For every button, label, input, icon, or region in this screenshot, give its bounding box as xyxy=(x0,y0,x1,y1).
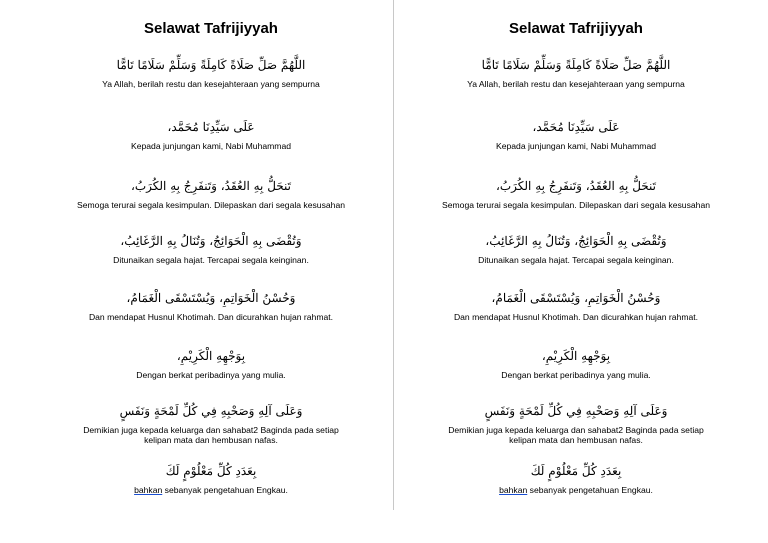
spellcheck-word[interactable]: bahkan xyxy=(499,485,528,495)
translation-rest: sebanyak pengetahuan Engkau. xyxy=(162,485,288,495)
translation-text: Ya Allah, berilah restu dan kesejahteraan yang sempurna xyxy=(102,79,320,89)
arabic-text: عَلَى سَيِّدِنَا مُحَمَّد، xyxy=(167,120,255,134)
arabic-text: بِعَدَدِ كُلِّ مَعْلُوْمٍ لَكَ xyxy=(530,464,622,478)
translation-text xyxy=(30,485,392,495)
translation-text: Ditunaikan segala hajat. Tercapai segala keinginan. xyxy=(113,255,309,265)
verse-2 xyxy=(395,114,757,151)
translation-text: Demikian juga kepada keluarga dan sahabat2 Baginda pada setiap xyxy=(83,425,339,435)
verse-5 xyxy=(30,285,392,322)
translation-rest: sebanyak pengetahuan Engkau. xyxy=(527,485,653,495)
verse-4 xyxy=(395,228,757,265)
verse-2 xyxy=(30,114,392,151)
verse-3 xyxy=(395,173,757,210)
verse-5 xyxy=(395,285,757,322)
document-page-right[interactable] xyxy=(395,0,757,520)
verse-7 xyxy=(395,398,757,445)
translation-text-line2: kelipan mata dan hembusan nafas. xyxy=(144,435,278,445)
verse-6 xyxy=(30,343,392,380)
translation-text: Ditunaikan segala hajat. Tercapai segala keinginan. xyxy=(478,255,674,265)
translation-text: Semoga terurai segala kesimpulan. Dilepaskan dari segala kesusahan xyxy=(77,200,345,210)
arabic-text: بِعَدَدِ كُلِّ مَعْلُوْمٍ لَكَ xyxy=(165,464,257,478)
translation-text: Ya Allah, berilah restu dan kesejahteraan yang sempurna xyxy=(467,79,685,89)
arabic-text: وَحُسْنُ الْخَوَاتِمِ، وَيُسْتَسْقَى الْغَمَامُ، xyxy=(126,291,296,305)
arabic-text: بِوَجْهِهِ الْكَرِيْمِ، xyxy=(541,349,611,363)
arabic-text: بِوَجْهِهِ الْكَرِيْمِ، xyxy=(176,349,246,363)
verse-1 xyxy=(395,52,757,89)
arabic-text: تَنحَلُّ بِهِ العُقَدُ، وَتَنفَرِجُ بِهِ الكُرَبُ، xyxy=(495,179,657,193)
verse-4 xyxy=(30,228,392,265)
document-page-left[interactable] xyxy=(30,0,392,520)
arabic-text: وَعَلَى آلِهِ وَصَحْبِهِ فِي كُلِّ لَمْحَةٍ وَنَفَسٍ xyxy=(484,404,668,418)
arabic-text: اللَّهُمَّ صَلِّ صَلَاةً كَامِلَةً وَسَلِّمْ سَلَامًا تَامًّا xyxy=(481,58,671,72)
translation-text: Demikian juga kepada keluarga dan sahabat2 Baginda pada setiap xyxy=(448,425,704,435)
spellcheck-word[interactable]: bahkan xyxy=(134,485,163,495)
page-title: Selawat Tafrijiyyah xyxy=(509,20,643,37)
verse-8 xyxy=(30,458,392,495)
translation-text-line2: kelipan mata dan hembusan nafas. xyxy=(509,435,643,445)
translation-text: Semoga terurai segala kesimpulan. Dilepaskan dari segala kesusahan xyxy=(442,200,710,210)
arabic-text: اللَّهُمَّ صَلِّ صَلَاةً كَامِلَةً وَسَلِّمْ سَلَامًا تَامًّا xyxy=(116,58,306,72)
arabic-text: تَنحَلُّ بِهِ العُقَدُ، وَتَنفَرِجُ بِهِ الكُرَبُ، xyxy=(130,179,292,193)
arabic-text: عَلَى سَيِّدِنَا مُحَمَّد، xyxy=(532,120,620,134)
page-title: Selawat Tafrijiyyah xyxy=(144,20,278,37)
translation-text: Dengan berkat peribadinya yang mulia. xyxy=(136,370,286,380)
translation-text: Dengan berkat peribadinya yang mulia. xyxy=(501,370,651,380)
verse-6 xyxy=(395,343,757,380)
page-edge-right xyxy=(393,0,394,510)
arabic-text: وَتُقْضَى بِهِ الْحَوَائِجُ، وَتُنَالُ بِهِ الرَّغَائِبُ، xyxy=(120,234,302,248)
arabic-text: وَتُقْضَى بِهِ الْحَوَائِجُ، وَتُنَالُ بِهِ الرَّغَائِبُ، xyxy=(485,234,667,248)
translation-text: Dan mendapat Husnul Khotimah. Dan dicurahkan hujan rahmat. xyxy=(88,312,334,322)
translation-text: Kepada junjungan kami, Nabi Muhammad xyxy=(130,141,292,151)
verse-8 xyxy=(395,458,757,495)
translation-text: Dan mendapat Husnul Khotimah. Dan dicurahkan hujan rahmat. xyxy=(453,312,699,322)
translation-text xyxy=(395,485,757,495)
arabic-text: وَحُسْنُ الْخَوَاتِمِ، وَيُسْتَسْقَى الْغَمَامُ، xyxy=(491,291,661,305)
verse-1 xyxy=(30,52,392,89)
verse-7 xyxy=(30,398,392,445)
arabic-text: وَعَلَى آلِهِ وَصَحْبِهِ فِي كُلِّ لَمْحَةٍ وَنَفَسٍ xyxy=(119,404,303,418)
translation-text: Kepada junjungan kami, Nabi Muhammad xyxy=(495,141,657,151)
verse-3 xyxy=(30,173,392,210)
